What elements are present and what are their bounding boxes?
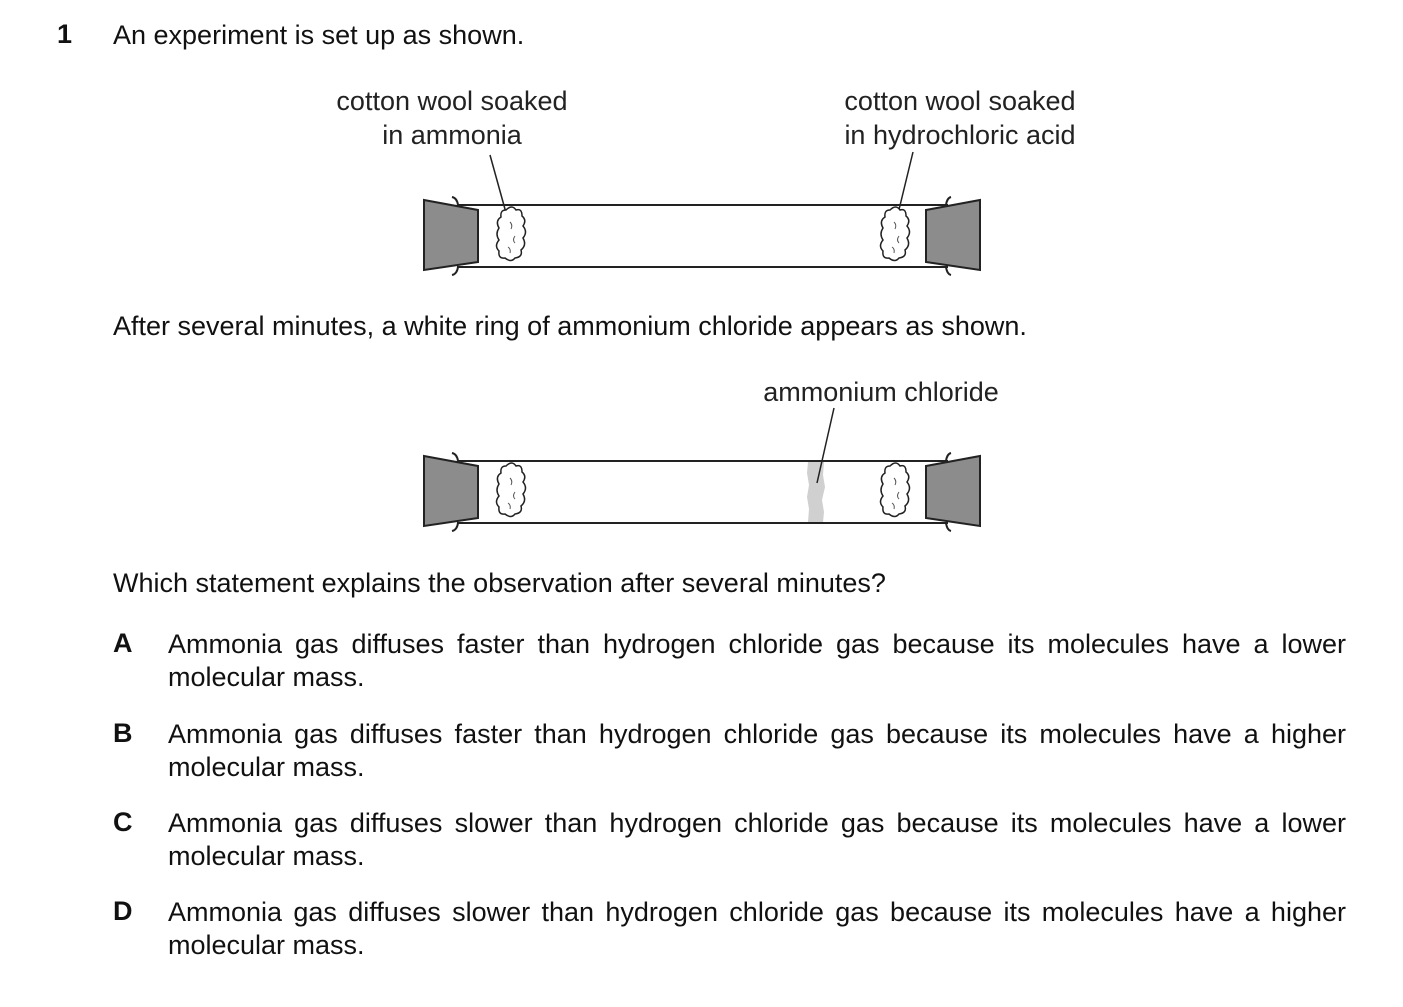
option-c-text: Ammonia gas diffuses slower than hydrogen chloride gas because its molecules have a lower molecular mass. xyxy=(168,808,1346,871)
option-a-text: Ammonia gas diffuses faster than hydrogen chloride gas because its molecules have a lower molecular mass. xyxy=(168,629,1346,692)
stopper2-right xyxy=(926,456,980,526)
option-d-letter: D xyxy=(113,896,133,926)
tube-left-flare-bottom xyxy=(452,267,458,275)
label-hcl-line2: in hydrochloric acid xyxy=(844,120,1076,150)
question-number: 1 xyxy=(57,19,73,49)
option-a-letter: A xyxy=(113,628,133,658)
stopper-left xyxy=(424,200,478,270)
question-prompt: Which statement explains the observation after several minutes? xyxy=(113,568,886,598)
label-hcl-line1: cotton wool soaked xyxy=(844,86,1076,116)
observation-text: After several minutes, a white ring of ammonium chloride appears as shown. xyxy=(113,311,1027,341)
label-ammonia-line2: in ammonia xyxy=(382,120,522,150)
cotton-wool2-hcl xyxy=(881,463,910,517)
diagram-after-minutes xyxy=(420,405,985,535)
cotton-wool-ammonia xyxy=(497,207,526,261)
diagram-initial-setup xyxy=(420,150,985,280)
option-c-letter: C xyxy=(113,807,133,837)
tube2-right-flare-top xyxy=(946,453,951,461)
ammonium-chloride-ring xyxy=(807,462,825,522)
label-ammonium-chloride: ammonium chloride xyxy=(763,377,999,407)
stopper2-left xyxy=(424,456,478,526)
tube-right-flare-bottom xyxy=(946,267,951,275)
pointer-line-ring xyxy=(817,408,834,483)
tube-diagram-2 xyxy=(420,405,985,535)
option-b-letter: B xyxy=(113,718,133,748)
stopper-right xyxy=(926,200,980,270)
label-hcl-cotton xyxy=(830,84,1090,152)
tube2-right-flare-bottom xyxy=(946,523,951,531)
question-intro: An experiment is set up as shown. xyxy=(113,20,525,50)
label-ammonia-cotton xyxy=(322,84,582,152)
cotton-wool-hcl xyxy=(881,207,910,261)
tube2-left-flare-bottom xyxy=(452,523,458,531)
tube2-left-flare-top xyxy=(452,453,458,461)
tube-left-flare-top xyxy=(452,197,458,205)
tube-right-flare-top xyxy=(946,197,951,205)
tube-diagram-1 xyxy=(420,150,985,280)
option-b-text: Ammonia gas diffuses faster than hydrogen chloride gas because its molecules have a higher molecular mass. xyxy=(168,719,1346,782)
option-d-text: Ammonia gas diffuses slower than hydrogen chloride gas because its molecules have a higher molecular mass. xyxy=(168,897,1346,960)
label-ammonia-line1: cotton wool soaked xyxy=(336,86,568,116)
cotton-wool2-ammonia xyxy=(497,463,526,517)
